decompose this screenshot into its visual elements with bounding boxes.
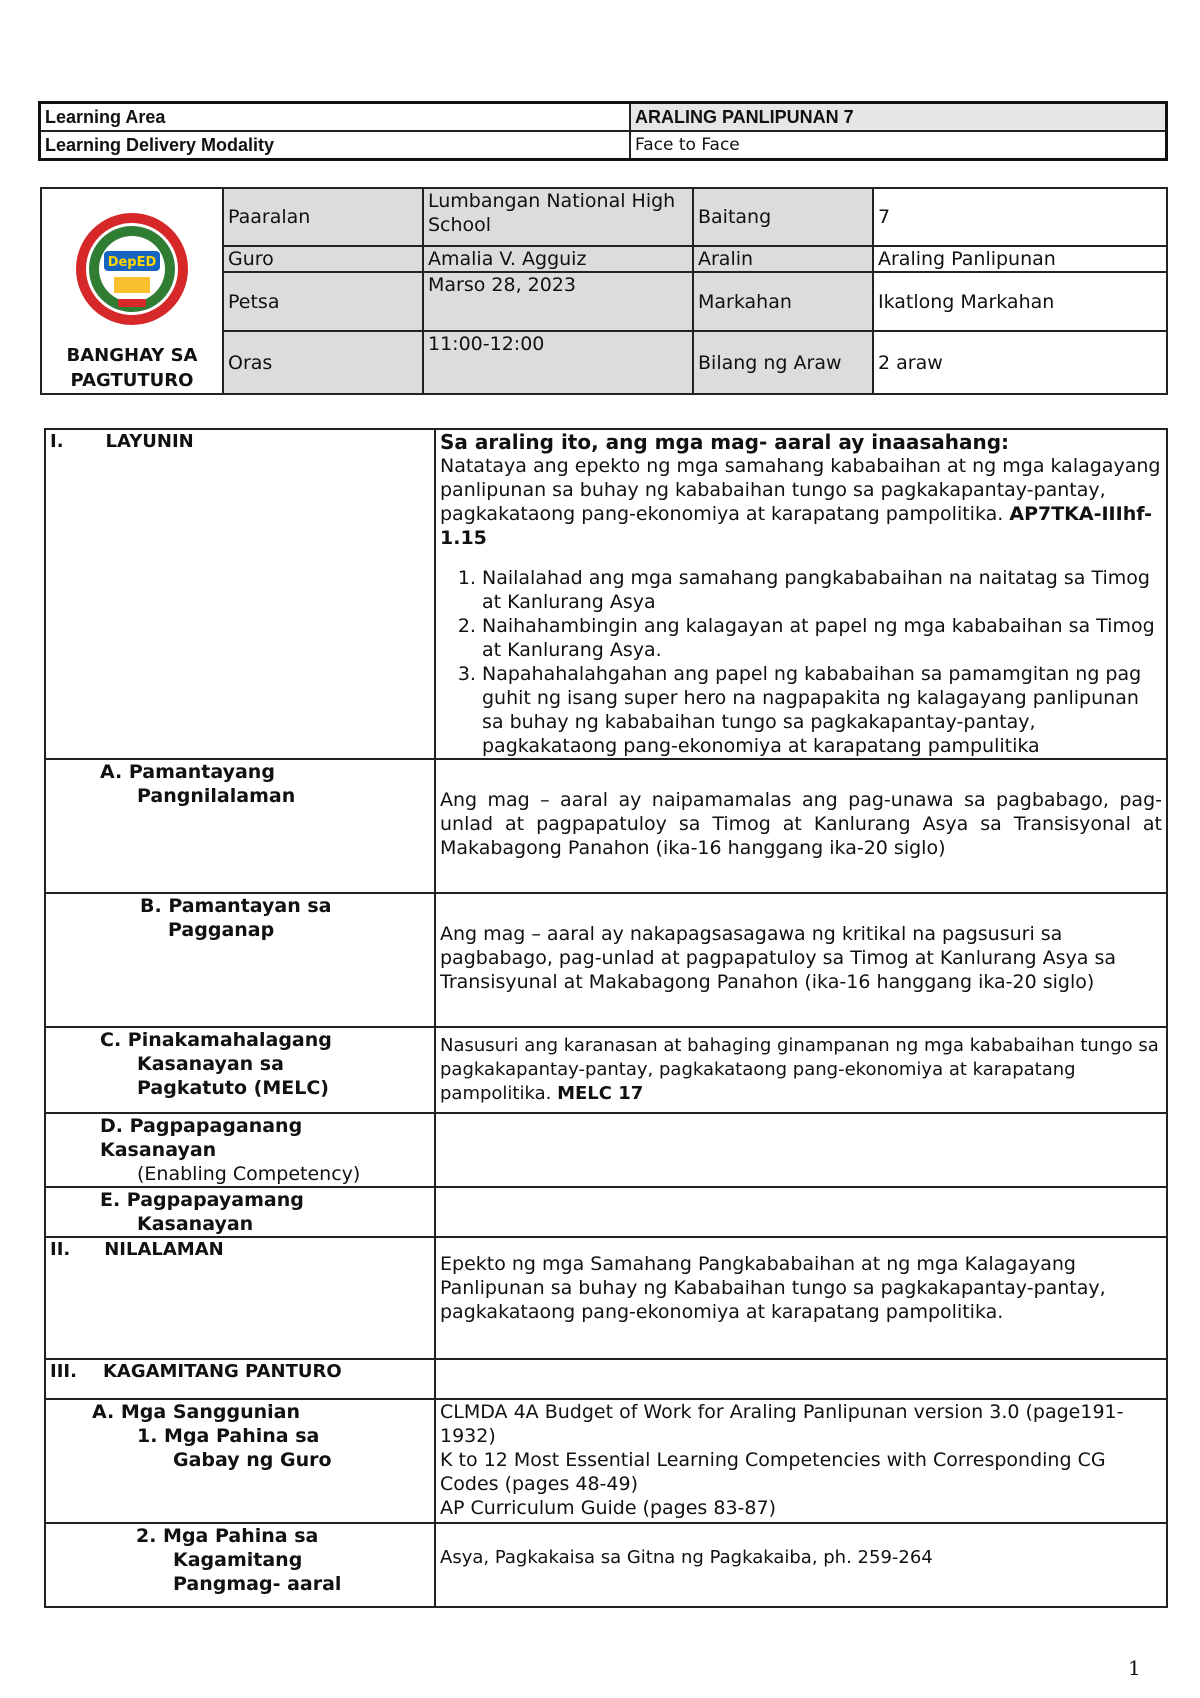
enabling-row xyxy=(45,1113,1167,1187)
banghay-title: BANGHAY SA PAGTUTURO xyxy=(66,345,198,391)
objective-item: 3. Napahahalahgahan ang papel ng kababaihan sa pamamgitan ng pag guhit ng isang super hero na nagpapakita ng kalagayang panlipunan sa buhay ng kababaihan tungo sa pagkakapantay-pantay, pagkakataong pang-ekonomiya at karapatang pampulitika xyxy=(482,662,1162,758)
page-number: 1 xyxy=(1128,1656,1141,1680)
enabling-value xyxy=(435,1113,1167,1187)
nilalaman-label-cell: II. NILALAMAN xyxy=(45,1237,435,1359)
nilalaman-value: Epekto ng mga Samahang Pangkababaihan at ng mga Kalagayang Panlipunan sa buhay ng Kababaihan tungo sa pagkakapantay-pantay, pagkakataong pang-ekonomiya at karapatang pampolitika. xyxy=(435,1237,1167,1359)
learning-area-label: Learning Area xyxy=(40,103,631,132)
guro-value: Amalia V. Agguiz xyxy=(423,246,693,272)
aralin-value: Araling Panlipunan xyxy=(873,246,1167,272)
pagpapayaman-row xyxy=(45,1187,1167,1237)
kagamitan-value xyxy=(435,1359,1167,1399)
petsa-label: Petsa xyxy=(223,272,423,331)
baitang-label: Baitang xyxy=(693,188,873,246)
sanggunian-line-1: CLMDA 4A Budget of Work for Araling Panlipunan version 3.0 (page191- 1932) xyxy=(440,1401,1124,1447)
modality-value: Face to Face xyxy=(630,131,1167,160)
sanggunian-line-3: AP Curriculum Guide (pages 83-87) xyxy=(440,1497,776,1519)
aralin-label: Aralin xyxy=(693,246,873,272)
melc-value: Nasusuri ang karanasan at bahaging ginampanan ng mga kababaihan tungo sa pagkakapantay-pantay, pagkakataong pang-ekonomiya at karapatang pampolitika. MELC 17 xyxy=(435,1027,1167,1113)
pamantayan-pagganap-label: B. Pamantayan sa Pagganap xyxy=(45,893,435,1027)
kagamitang-pangmag-aaral-label: 2. Mga Pahina sa Kagamitang Pangmag- aaral xyxy=(45,1523,435,1607)
kagamitan-label-cell: III. KAGAMITANG PANTURO xyxy=(45,1359,435,1399)
paaralan-value: Lumbangan National High School xyxy=(423,188,693,246)
markahan-value: Ikatlong Markahan xyxy=(873,272,1167,331)
sanggunian-value xyxy=(435,1399,1167,1523)
pamantayan-pagganap-value: Ang mag – aaral ay nakapagsasagawa ng kritikal na pagsusuri sa pagbabago, pag-unlad at pagpapatuloy sa Timog at Kanlurang Asya sa Transisyunal at Makabagong Panahon (ika-16 hanggang ika-20 siglo) xyxy=(435,893,1167,1027)
araw-value: 2 araw xyxy=(873,331,1167,394)
learning-area-value: ARALING PANLIPUNAN 7 xyxy=(630,103,1167,132)
objectives-list xyxy=(440,566,1162,758)
info-table xyxy=(40,187,1168,395)
objective-item: 2. Naihahambingin ang kalagayan at papel ng mga kababaihan sa Timog at Kanlurang Asya. xyxy=(482,614,1162,662)
layunin-row xyxy=(45,429,1167,759)
lesson-plan-table xyxy=(44,428,1168,1608)
layunin-body: Natataya ang epekto ng mga samahang kababaihan at ng mga kalagayang panlipunan sa buhay ng kababaihan tungo sa pagkakapantay-pantay, pagkakataong pang-ekonomiya at karapatang pampolitika. AP7TKA-IIIhf-1.15 xyxy=(440,455,1161,549)
pamantayang-pangnilalaman-label: A. Pamantayang Pangnilalaman xyxy=(45,759,435,893)
nilalaman-row xyxy=(45,1237,1167,1359)
logo-cell xyxy=(41,188,223,394)
pagpapayaman-label: E. Pagpapayamang Kasanayan xyxy=(45,1187,435,1237)
markahan-label: Markahan xyxy=(693,272,873,331)
modality-label: Learning Delivery Modality xyxy=(40,131,631,160)
kagamitang-pangmag-aaral-row xyxy=(45,1523,1167,1607)
kagamitang-pangmag-aaral-value: Asya, Pagkakaisa sa Gitna ng Pagkakaiba, ph. 259-264 xyxy=(435,1523,1167,1607)
pamantayang-pangnilalaman-row xyxy=(45,759,1167,893)
header-table xyxy=(38,101,1168,161)
kagamitan-row xyxy=(45,1359,1167,1399)
objective-item: 1. Nailalahad ang mga samahang pangkababaihan na naitatag sa Timog at Kanlurang Asya xyxy=(482,566,1162,614)
sanggunian-label: A. Mga Sanggunian 1. Mga Pahina sa Gabay ng Guro xyxy=(45,1399,435,1523)
enabling-label: D. Pagpapaganang Kasanayan (Enabling Competency) xyxy=(45,1113,435,1187)
pamantayan-pagganap-row xyxy=(45,893,1167,1027)
araw-label: Bilang ng Araw xyxy=(693,331,873,394)
melc-row xyxy=(45,1027,1167,1113)
sanggunian-row xyxy=(45,1399,1167,1523)
paaralan-label: Paaralan xyxy=(223,188,423,246)
oras-label: Oras xyxy=(223,331,423,394)
svg-text:DepED: DepED xyxy=(107,255,157,270)
layunin-content xyxy=(435,429,1167,759)
petsa-value: Marso 28, 2023 xyxy=(423,272,693,331)
layunin-intro: Sa araling ito, ang mga mag- aaral ay inaasahang: xyxy=(440,430,1010,454)
melc-label: C. Pinakamahalagang Kasanayan sa Pagkatuto (MELC) xyxy=(45,1027,435,1113)
guro-label: Guro xyxy=(223,246,423,272)
layunin-label-cell: I. LAYUNIN xyxy=(45,429,435,759)
sanggunian-line-2: K to 12 Most Essential Learning Competencies with Corresponding CG Codes (pages 48-49) xyxy=(440,1449,1106,1495)
deped-seal-icon xyxy=(42,211,222,333)
pamantayang-pangnilalaman-value: Ang mag – aaral ay naipamamalas ang pag-unawa sa pagbabago, pag-unlad at pagpapatuloy sa Timog at Kanlurang Asya sa Transisyonal at Makabagong Panahon (ika-16 hanggang ika-20 siglo) xyxy=(435,759,1167,893)
oras-value: 11:00-12:00 xyxy=(423,331,693,394)
baitang-value: 7 xyxy=(873,188,1167,246)
pagpapayaman-value xyxy=(435,1187,1167,1237)
